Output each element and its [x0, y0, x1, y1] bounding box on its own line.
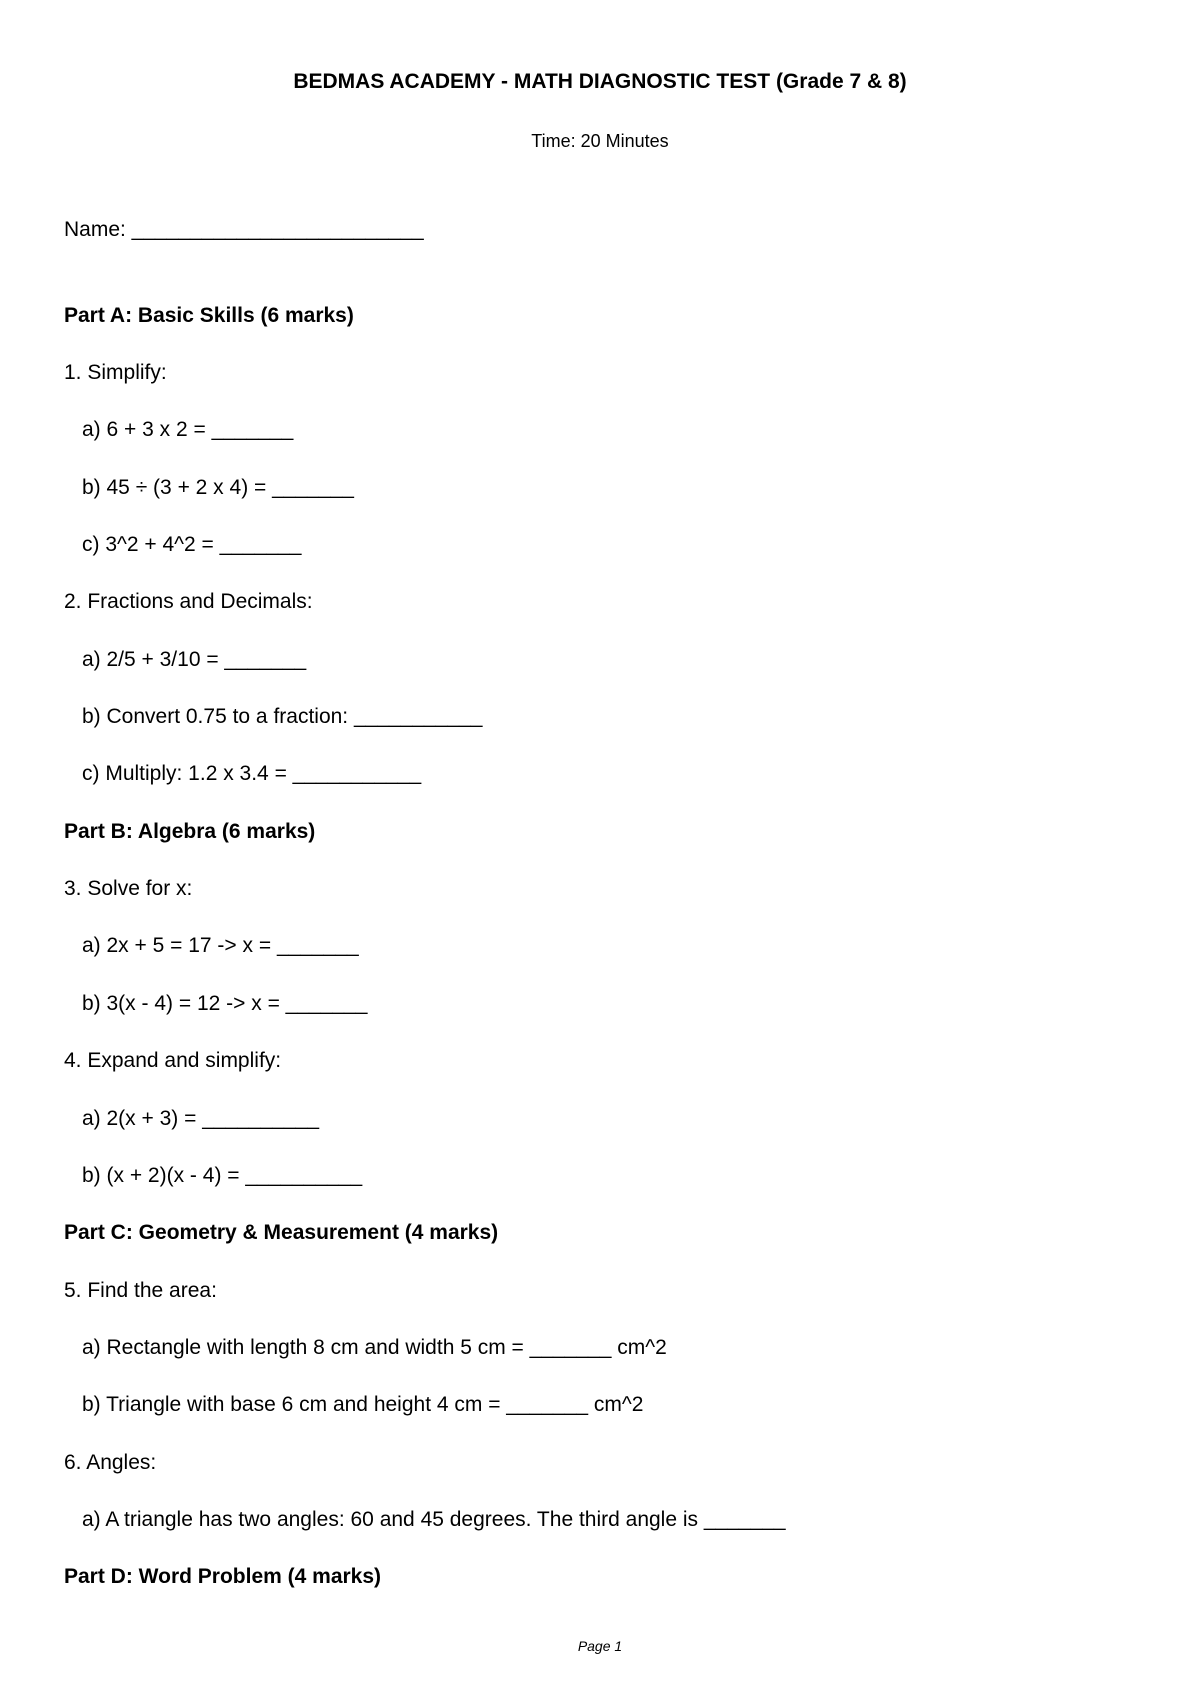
- question-3: 3. Solve for x:: [64, 877, 193, 900]
- time-limit: Time: 20 Minutes: [531, 131, 669, 151]
- question-5: 5. Find the area:: [64, 1279, 217, 1302]
- part-c-heading: Part C: Geometry & Measurement (4 marks): [64, 1221, 499, 1244]
- part-d-heading: Part D: Word Problem (4 marks): [64, 1565, 382, 1588]
- question-3a[interactable]: a) 2x + 5 = 17 -> x = _______: [82, 934, 359, 957]
- question-6: 6. Angles:: [64, 1451, 157, 1474]
- question-1a[interactable]: a) 6 + 3 x 2 = _______: [82, 418, 294, 441]
- question-1: 1. Simplify:: [64, 361, 167, 384]
- part-b-heading: Part B: Algebra (6 marks): [64, 820, 316, 843]
- page-title: BEDMAS ACADEMY - MATH DIAGNOSTIC TEST (Grade 7 & 8): [293, 70, 907, 93]
- question-4a[interactable]: a) 2(x + 3) = __________: [82, 1107, 320, 1130]
- question-2a[interactable]: a) 2/5 + 3/10 = _______: [82, 648, 307, 671]
- question-1c[interactable]: c) 3^2 + 4^2 = _______: [82, 533, 302, 556]
- question-3b[interactable]: b) 3(x - 4) = 12 -> x = _______: [82, 992, 368, 1015]
- question-5b[interactable]: b) Triangle with base 6 cm and height 4 cm = _______ cm^2: [82, 1393, 644, 1416]
- question-1b[interactable]: b) 45 ÷ (3 + 2 x 4) = _______: [82, 476, 354, 499]
- page-number: Page 1: [577, 1638, 623, 1654]
- question-2: 2. Fractions and Decimals:: [64, 590, 313, 613]
- part-a-heading: Part A: Basic Skills (6 marks): [64, 304, 354, 327]
- name-field[interactable]: Name: _________________________: [64, 218, 424, 241]
- question-4: 4. Expand and simplify:: [64, 1049, 282, 1072]
- question-2b[interactable]: b) Convert 0.75 to a fraction: ___________: [82, 705, 483, 728]
- question-4b[interactable]: b) (x + 2)(x - 4) = __________: [82, 1164, 363, 1187]
- question-5a[interactable]: a) Rectangle with length 8 cm and width 5 cm = _______ cm^2: [82, 1336, 667, 1359]
- question-2c[interactable]: c) Multiply: 1.2 x 3.4 = ___________: [82, 762, 422, 785]
- question-6a[interactable]: a) A triangle has two angles: 60 and 45 degrees. The third angle is _______: [82, 1508, 786, 1531]
